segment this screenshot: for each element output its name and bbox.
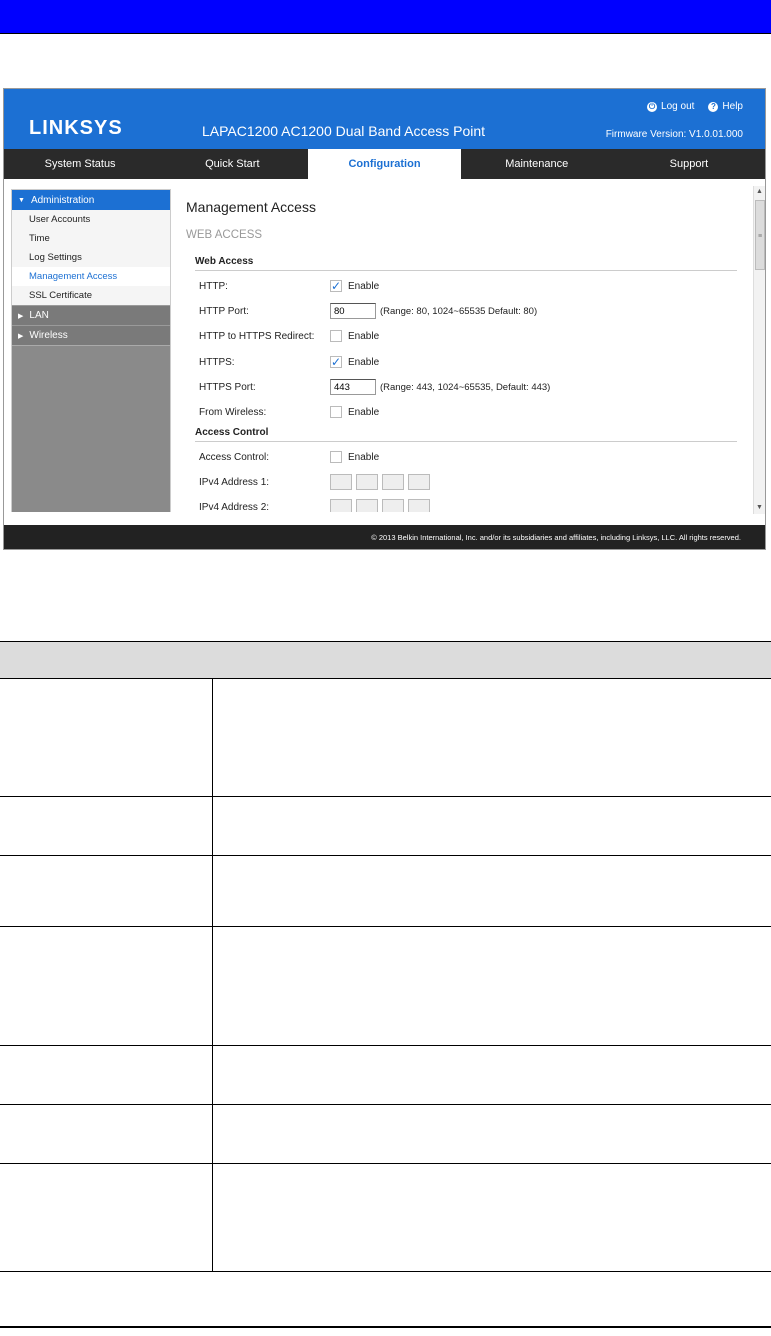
tab-maintenance[interactable]: Maintenance <box>505 158 569 170</box>
ui-footer: © 2013 Belkin International, Inc. and/or its subsidiaries and affiliates, including Linksys, LLC. All rights reserved. <box>4 525 765 549</box>
from-wireless-enable-text: Enable <box>348 406 380 418</box>
ipv4-address-1-label: IPv4 Address 1: <box>199 476 270 488</box>
tab-system-status[interactable]: System Status <box>44 158 116 170</box>
sidebar-item-log-settings[interactable]: Log Settings <box>12 248 170 267</box>
table-cell <box>212 1164 771 1272</box>
redirect-row <box>199 327 739 345</box>
triangle-right-icon: ▶ <box>18 332 24 340</box>
from-wireless-enable-checkbox[interactable] <box>330 406 342 418</box>
section-access-control: Access Control <box>195 427 737 442</box>
redirect-label: HTTP to HTTPS Redirect: <box>199 330 315 342</box>
from-wireless-label: From Wireless: <box>199 406 267 418</box>
table-row <box>0 797 771 856</box>
scroll-thumb[interactable] <box>755 200 765 270</box>
ui-header <box>4 89 765 149</box>
triangle-right-icon: ▶ <box>18 312 24 320</box>
https-port-label: HTTPS Port: <box>199 381 256 393</box>
access-control-enable-text: Enable <box>348 451 380 463</box>
ipv4-2-octet-2[interactable] <box>356 499 378 512</box>
ipv4-1-octet-3[interactable] <box>382 474 404 490</box>
sidebar-group-label: LAN <box>29 310 49 321</box>
page-bottom-rule <box>0 1326 771 1328</box>
ipv4-1-octet-1[interactable] <box>330 474 352 490</box>
ipv4-1-octet-2[interactable] <box>356 474 378 490</box>
table-row <box>0 1046 771 1105</box>
sidebar-item-management-access[interactable]: Management Access <box>12 267 170 286</box>
sidebar-group-lan[interactable] <box>12 305 170 325</box>
table-cell <box>0 856 212 927</box>
access-control-label: Access Control: <box>199 451 270 463</box>
sidebar-item-ssl-certificate[interactable]: SSL Certificate <box>12 286 170 305</box>
table-cell <box>0 927 212 1046</box>
http-label: HTTP: <box>199 280 228 292</box>
https-enable-checkbox[interactable] <box>330 356 342 368</box>
access-control-row <box>199 448 739 466</box>
sidebar <box>11 189 171 512</box>
sidebar-item-time[interactable]: Time <box>12 229 170 248</box>
logout-link[interactable] <box>647 101 694 112</box>
scroll-up-arrow-icon[interactable]: ▲ <box>756 188 763 195</box>
table-cell <box>212 856 771 927</box>
table-cell <box>0 797 212 856</box>
http-port-label: HTTP Port: <box>199 305 249 317</box>
ipv4-2-octet-4[interactable] <box>408 499 430 512</box>
sidebar-group-label: Administration <box>30 194 95 206</box>
ipv4-address-1-row <box>199 473 739 491</box>
firmware-version: Firmware Version: V1.0.01.000 <box>605 129 743 140</box>
http-enable-checkbox[interactable] <box>330 280 342 292</box>
router-ui-screenshot <box>3 88 766 550</box>
from-wireless-row <box>199 403 739 421</box>
access-control-enable-checkbox[interactable] <box>330 451 342 463</box>
http-enable-text: Enable <box>348 280 380 292</box>
table-cell <box>0 1105 212 1164</box>
table-cell <box>212 679 771 797</box>
product-title: LAPAC1200 AC1200 Dual Band Access Point <box>202 123 486 139</box>
ipv4-2-octet-3[interactable] <box>382 499 404 512</box>
table-header-cell <box>0 642 771 679</box>
redirect-enable-text: Enable <box>348 330 380 342</box>
table-header-row <box>0 642 771 679</box>
ipv4-address-2-row <box>199 498 739 512</box>
table-row <box>0 1105 771 1164</box>
table-cell <box>0 679 212 797</box>
main-nav <box>4 149 765 179</box>
https-port-input[interactable] <box>330 379 376 395</box>
table-cell <box>0 1164 212 1272</box>
table-row <box>0 856 771 927</box>
http-port-hint: (Range: 80, 1024~65535 Default: 80) <box>380 305 538 317</box>
https-row <box>199 353 739 371</box>
sidebar-group-administration[interactable] <box>12 190 170 210</box>
https-enable-text: Enable <box>348 356 380 368</box>
table-row <box>0 679 771 797</box>
tab-support[interactable]: Support <box>669 158 709 170</box>
table-cell <box>0 1046 212 1105</box>
help-icon: ? <box>708 102 718 112</box>
https-port-hint: (Range: 443, 1024~65535, Default: 443) <box>380 381 551 393</box>
table-cell <box>212 797 771 856</box>
https-label: HTTPS: <box>199 356 235 368</box>
sidebar-group-label: Wireless <box>29 330 68 341</box>
table-row <box>0 1164 771 1272</box>
sidebar-empty-area <box>12 345 170 512</box>
tab-configuration[interactable]: Configuration <box>308 149 460 179</box>
sidebar-group-wireless[interactable] <box>12 325 170 345</box>
grip-icon: ≡ <box>758 233 763 240</box>
sidebar-item-user-accounts[interactable]: User Accounts <box>12 210 170 229</box>
scroll-down-arrow-icon[interactable]: ▼ <box>756 504 763 511</box>
content-scrollbar[interactable] <box>753 186 765 514</box>
http-port-row <box>199 302 739 320</box>
ipv4-2-octet-1[interactable] <box>330 499 352 512</box>
brand-logo: LINKSYS <box>29 117 123 139</box>
http-row <box>199 277 739 295</box>
table-cell <box>212 1046 771 1105</box>
table-cell <box>212 927 771 1046</box>
redirect-enable-checkbox[interactable] <box>330 330 342 342</box>
description-table <box>0 641 771 1272</box>
help-label: Help <box>722 101 743 112</box>
top-links <box>647 101 743 112</box>
https-port-row <box>199 378 739 396</box>
tab-quick-start[interactable]: Quick Start <box>205 158 260 170</box>
main-content <box>179 189 752 512</box>
page-title: Management Access <box>186 199 316 215</box>
table-cell <box>212 1105 771 1164</box>
http-port-input[interactable] <box>330 303 376 319</box>
logout-label: Log out <box>661 101 695 112</box>
help-link[interactable] <box>708 101 743 112</box>
page-header-bar <box>0 0 771 34</box>
section-web-access: Web Access <box>195 256 737 271</box>
ipv4-1-octet-4[interactable] <box>408 474 430 490</box>
page-subtitle: WEB ACCESS <box>186 229 263 241</box>
power-icon: ⏻ <box>648 101 656 111</box>
ipv4-address-2-label: IPv4 Address 2: <box>199 501 270 512</box>
triangle-down-icon: ▼ <box>18 196 25 204</box>
table-row <box>0 927 771 1046</box>
